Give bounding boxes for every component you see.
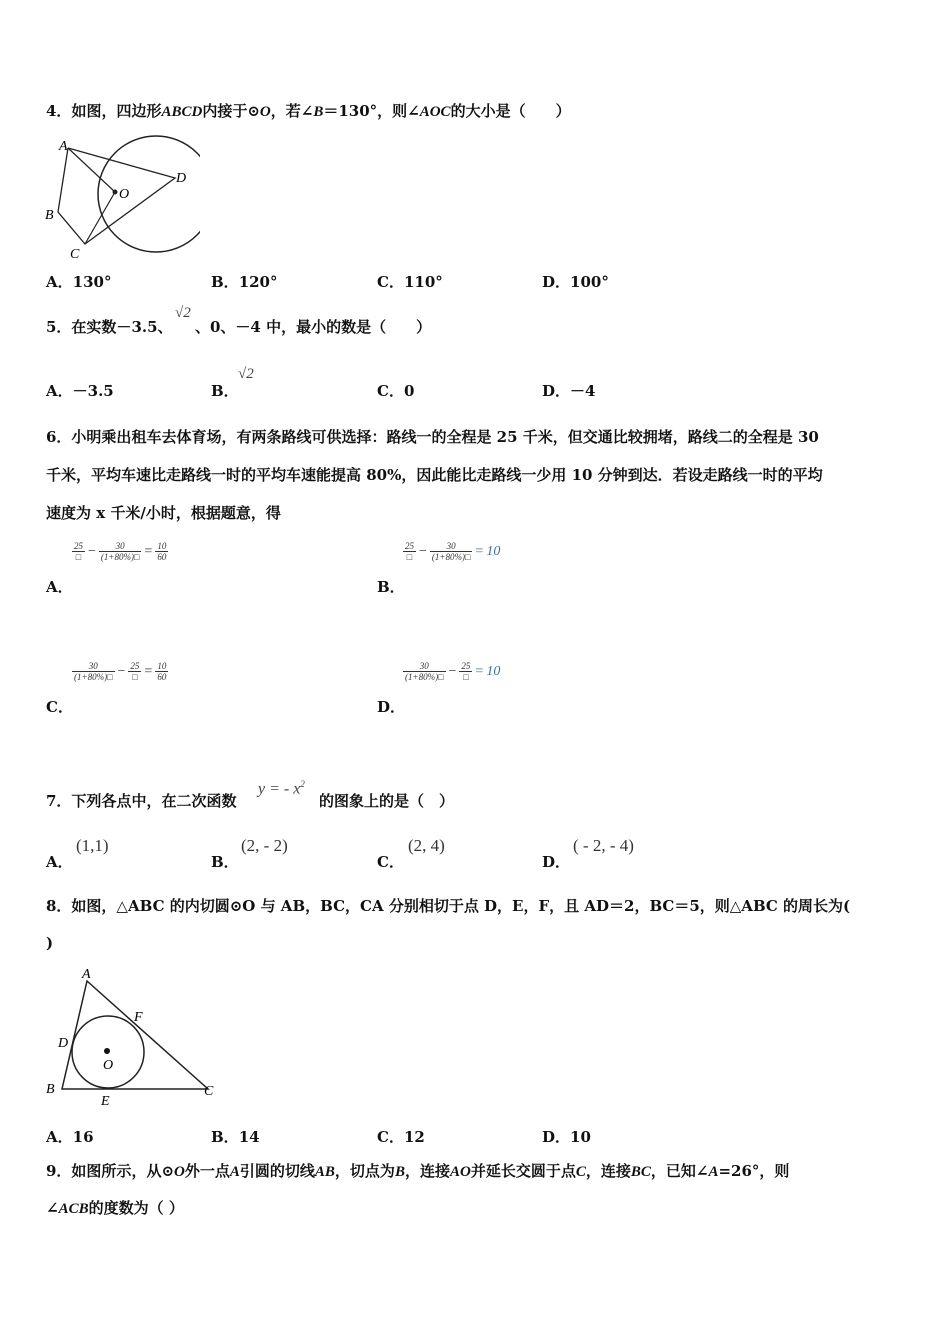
q8-stem-line2: ) [46,934,54,952]
q4-label-b: B [45,208,54,223]
q6-option-b-formula: $\frac{25}{□}$ − $\frac{30}{(1+80\%)□}$ = 10 [405,541,501,562]
q6-stem-line2: 千米，平均车速比走路线一时的平均车速能提高 80%，因此能比走路线一少用 10 分钟到达．若设走路线一时的平均 [46,466,823,484]
q7-option-c-value: (2, 4) [408,836,445,855]
q8-center-point [104,1048,110,1054]
q5-option-b-value: √2 [238,366,254,382]
q4-option-a[interactable]: A．130° [46,273,112,291]
q8-label-o: O [103,1058,114,1073]
q4-label-a: A [59,139,68,154]
q7-option-a[interactable]: A． [46,853,73,871]
q4-option-b[interactable]: B．120° [211,273,278,291]
q6-option-d-formula: $\frac{30}{(1+80\%)□}$ − $\frac{25}{□}$ = 10 [405,661,501,682]
q8-option-a[interactable]: A．16 [46,1128,94,1146]
q8-option-b[interactable]: B．14 [211,1128,260,1146]
q7-option-b-value: (2, - 2) [241,836,288,855]
q8-label-b: B [46,1082,55,1097]
q5-option-a[interactable]: A．－3.5 [46,382,114,400]
q7-option-d[interactable]: D． [542,853,571,871]
q8-option-d[interactable]: D．10 [542,1128,591,1146]
q4-option-d[interactable]: D．100° [542,273,609,291]
q8-label-e: E [101,1094,110,1109]
q5-stem-b: 、0、－4 中，最小的数是（ ） [195,318,432,336]
q6-option-c-formula: $\frac{30}{(1+80\%)□}$ − $\frac{25}{□}$ = $\frac{10}{60}$ [74,661,167,682]
q6-option-a-formula: $\frac{25}{□}$ − $\frac{30}{(1+80\%)□}$ = $\frac{10}{60}$ [74,541,167,562]
q7-option-d-value: ( - 2, - 4) [573,836,634,855]
q7-stem-a: 7．下列各点中，在二次函数 [46,792,237,810]
q6-option-b[interactable]: B． [377,578,405,596]
q4-option-c[interactable]: C．110° [377,273,443,291]
q8-label-d: D [58,1036,69,1051]
q6-stem-line3: 速度为 x 千米/小时，根据题意，得 [46,504,281,522]
q5-sqrt2: √2 [175,305,191,321]
q7-option-c[interactable]: C． [377,853,404,871]
q8-triangle [62,981,208,1089]
q4-label-d: D [176,171,187,186]
q4-circle-figure [40,132,200,262]
q6-stem-line1: 6．小明乘出租车去体育场，有两条路线可供选择：路线一的全程是 25 千米，但交通比较拥堵，路线二的全程是 30 [46,428,819,446]
q8-label-f: F [134,1010,143,1025]
q8-option-c[interactable]: C．12 [377,1128,425,1146]
q5-option-d[interactable]: D．－4 [542,382,596,400]
q4-label-c: C [70,247,80,262]
q6-option-c[interactable]: C． [46,698,73,716]
q8-stem-line1: 8．如图，△ABC 的内切圆⊙O 与 AB，BC，CA 分别相切于点 D，E，F，且 AD＝2，BC＝5，则△ABC 的周长为( [46,897,851,915]
q4-segment-oc [85,192,115,244]
q6-option-d[interactable]: D． [377,698,406,716]
q7-stem-b: 的图象上的是（ ） [319,792,455,810]
q9-stem-line1: 9．如图所示，从⊙O外一点A引圆的切线AB，切点为B，连接AO并延长交圆于点C，连接BC，已知∠A=26°，则 [46,1162,790,1180]
q9-stem-line2: ∠ACB的度数为（ ） [46,1199,184,1217]
q5-stem-a: 5．在实数－3.5、 [46,318,173,336]
q4-quadrilateral [58,148,175,244]
q8-label-c: C [204,1084,214,1099]
q8-triangle-figure [40,962,230,1112]
q7-formula: y = - $x^2$ [258,779,305,798]
q8-label-a: A [82,967,91,982]
q4-center-point [113,190,118,195]
q4-label-o: O [119,187,130,202]
q5-option-b[interactable]: B． [211,382,239,400]
q4-stem: 4．如图，四边形ABCD内接于⊙O，若∠B＝130°，则∠AOC的大小是（ ） [46,102,571,120]
q5-option-c[interactable]: C．0 [377,382,415,400]
q7-option-b[interactable]: B． [211,853,239,871]
q7-option-a-value: (1,1) [76,836,109,855]
q6-option-a[interactable]: A． [46,578,73,596]
